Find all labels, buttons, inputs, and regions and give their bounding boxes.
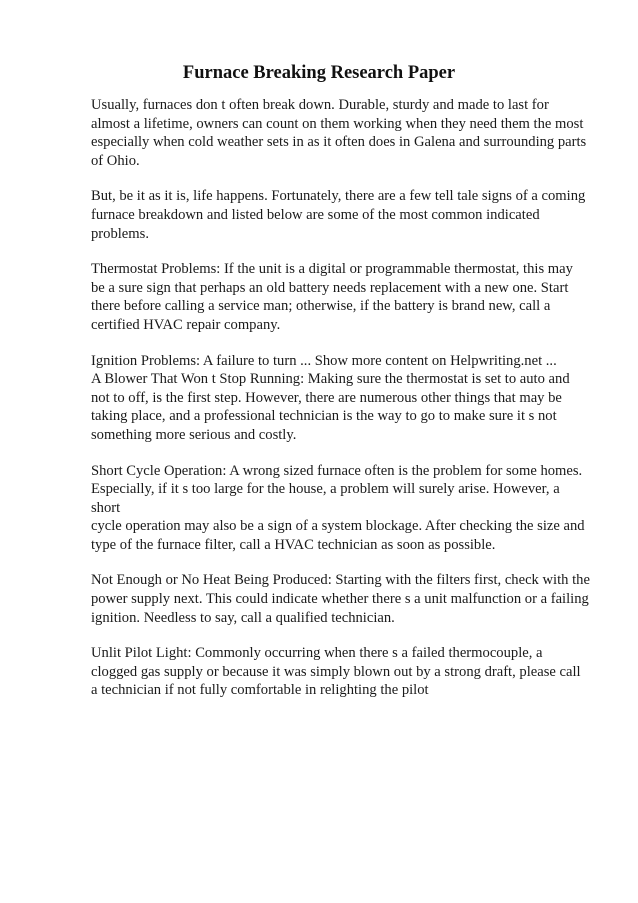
- paragraph-life-happens: But, be it as it is, life happens. Fortunately, there are a few tell tale signs of a coming furnace breakdown and listed below are some of the most common indicated problems.: [91, 188, 586, 242]
- paragraph-unlit-pilot: Unlit Pilot Light: Commonly occurring when there s a failed thermocouple, a clogged gas supply or because it was simply blown out by a strong draft, please call a technician if not fully comfortable in relighting the pilot: [91, 645, 581, 699]
- document-body: [91, 96, 591, 717]
- paragraph-ignition-problems: Ignition Problems: A failure to turn ... Show more content on Helpwriting.net ... A Blower That Won t Stop Running: Making sure the thermostat is set to auto and not to off, is the first step. However, there are numerous other things that may be taking place, and a professional technician is the way to go to make sure it s not something more serious and costly.: [91, 352, 570, 443]
- paragraph-short-cycle: Short Cycle Operation: A wrong sized furnace often is the problem for some homes. Especially, if it s too large for the house, a problem will surely arise. However, a short cycle operation may also be a sign of a system blockage. After checking the size and type of the furnace filter, call a HVAC technician as soon as possible.: [91, 462, 585, 553]
- page-title: Furnace Breaking Research Paper: [182, 63, 456, 83]
- paragraph-intro: Usually, furnaces don t often break down. Durable, sturdy and made to last for almost a lifetime, owners can count on them working when they need them the most especially when cold weather sets in as it often does in Galena and surrounding parts of Ohio.: [91, 97, 587, 169]
- paragraph-thermostat-problems: Thermostat Problems: If the unit is a digital or programmable thermostat, this may be a sure sign that perhaps an old battery needs replacement with a new one. Start there before calling a service man; otherwise, if the battery is brand new, call a certified HVAC repair company.: [91, 261, 573, 333]
- paragraph-no-heat: Not Enough or No Heat Being Produced: Starting with the filters first, check with the power supply next. This could indicate whether there s a unit malfunction or a failing ignition. Needless to say, call a qualified technician.: [91, 572, 590, 626]
